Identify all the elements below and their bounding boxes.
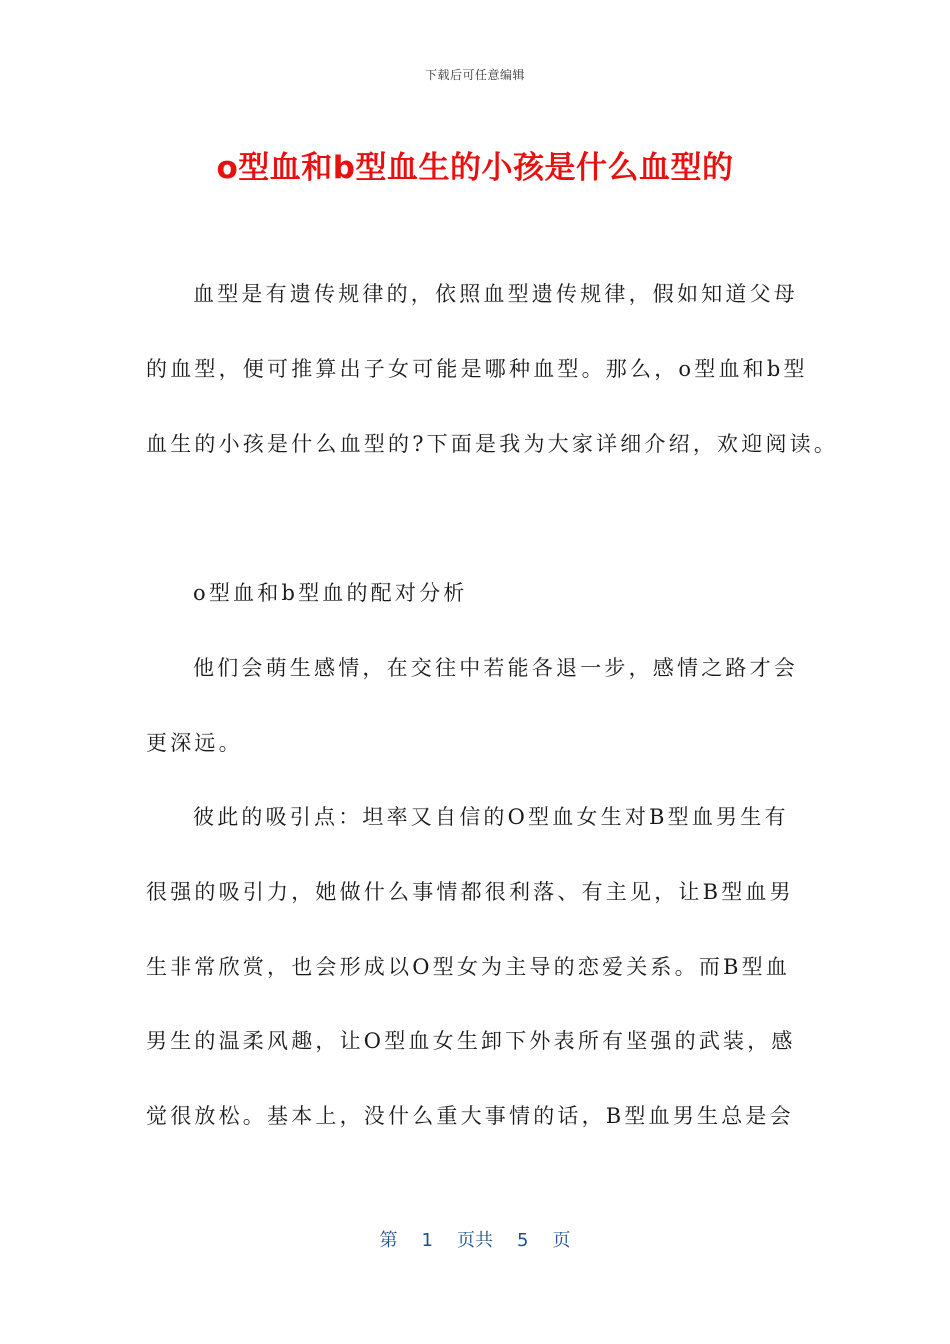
section-heading: o型血和b型血的配对分析 xyxy=(193,581,468,605)
paragraph-line: 男生的温柔风趣，让O型血女生卸下外表所有坚强的武装，感 xyxy=(146,1029,796,1053)
paragraph-line: 彼此的吸引点：坦率又自信的O型血女生对B型血男生有 xyxy=(193,805,789,829)
page-label-mid: 页共 xyxy=(457,1230,493,1251)
paragraph-line: 他们会萌生感情，在交往中若能各退一步，感情之路才会 xyxy=(193,656,798,680)
page-label-prefix: 第 xyxy=(379,1230,398,1251)
paragraph-line: 觉很放松。基本上，没什么重大事情的话，B型血男生总是会 xyxy=(146,1104,794,1128)
paragraph-line: 血型是有遗传规律的，依照血型遗传规律，假如知道父母 xyxy=(193,282,798,306)
header-note: 下载后可任意编辑 xyxy=(424,68,525,82)
page-footer xyxy=(0,1226,950,1252)
paragraph-line: 很强的吸引力，她做什么事情都很利落、有主见，让B型血男 xyxy=(146,880,794,904)
paragraph-line: 血生的小孩是什么血型的?下面是我为大家详细介绍，欢迎阅读。 xyxy=(146,432,839,456)
total-pages-number: 5 xyxy=(517,1230,529,1251)
paragraph-line: 的血型，便可推算出子女可能是哪种血型。那么，o型血和b型 xyxy=(146,357,808,381)
document-title: o型血和b型血生的小孩是什么血型的 xyxy=(216,150,734,186)
paragraph-line: 更深远。 xyxy=(146,731,243,755)
paragraph-line: 生非常欣赏，也会形成以O型女为主导的恋爱关系。而B型血 xyxy=(146,955,791,979)
current-page-number: 1 xyxy=(421,1230,433,1251)
page-label-suffix: 页 xyxy=(552,1230,571,1251)
